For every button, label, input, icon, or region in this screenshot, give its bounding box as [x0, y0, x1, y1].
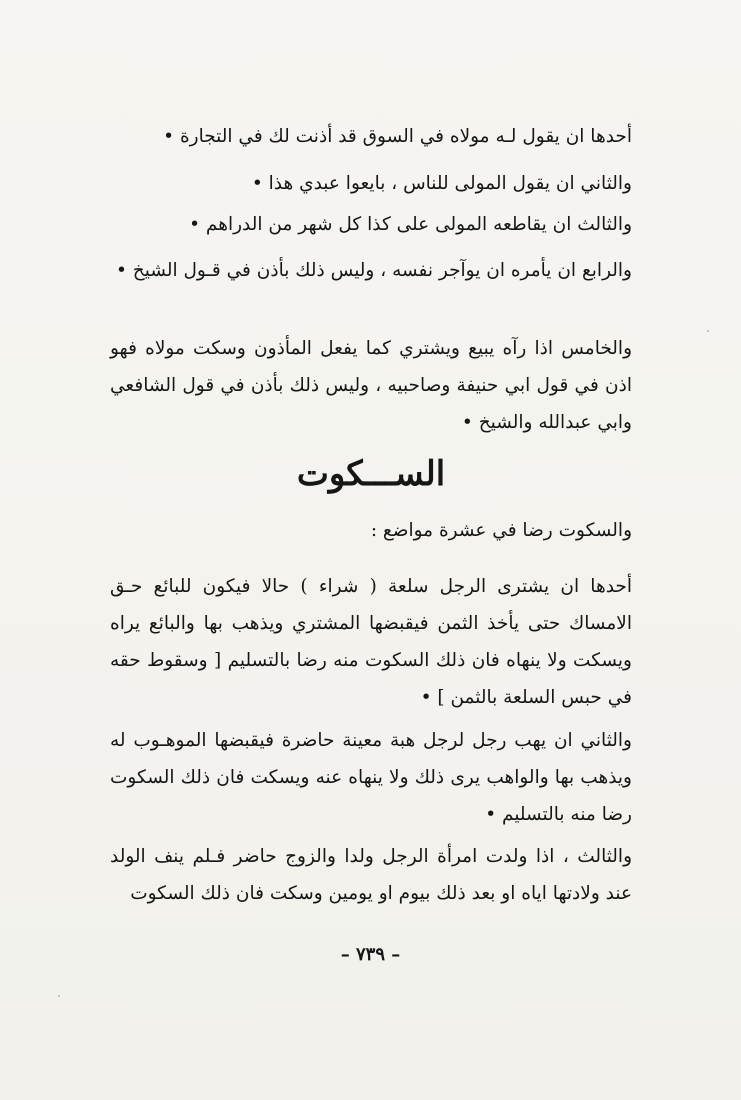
section-heading: الســـكوت: [296, 454, 446, 494]
paragraph-fifth-form: والخامس اذا رآه يبيع ويشتري كما يفعل المأذون وسكت مولاه فهو اذن في قول ابي حنيفة وصاحبيه ، وليس ذلك بأذن في قول الشافعي وابي عبدالله والشيخ •: [110, 338, 632, 433]
paragraph-silence-third: والثالث ، اذا ولدت امرأة الرجل ولدا والزوج حاضر فـلم ينف الولد عند ولادتها اياه او بعد ذلك بيوم او يومين وسكت فان ذلك السكوت: [110, 846, 632, 904]
paragraph-fourth-form: والرابع ان يأمره ان يوآجر نفسه ، وليس ذلك بأذن في قـول الشيخ •: [116, 260, 632, 281]
paragraph-third-form: والثالث ان يقاطعه المولى على كذا كل شهر من الدراهم •: [189, 214, 632, 235]
paper-speck: [707, 330, 709, 332]
paragraph-second-form: والثاني ان يقول المولى للناس ، بايعوا عبدي هذا •: [251, 173, 632, 194]
page-number: – ٧٣٩ –: [340, 944, 401, 965]
paragraph-silence-second: والثاني ان يهب رجل لرجل هبة معينة حاضرة فيقبضها الموهـوب له ويذهب بها والواهب يرى ذلك ولا ينهاه عنه ويسكت فان ذلك السكوت رضا منه بالتسليم •: [110, 730, 632, 825]
paper-speck: [58, 995, 60, 997]
paragraph-first-form: أحدها ان يقول لـه مولاه في السوق قد أذنت لك في التجارة •: [163, 126, 632, 147]
section-intro: والسكوت رضا في عشرة مواضع :: [370, 520, 632, 541]
paragraph-silence-first: أحدها ان يشترى الرجل سلعة ( شراء ) حالا فيكون للبائع حـق الامساك حتى يأخذ الثمن فيقبضها المشتري ويذهب بها والبائع يراه ويسكت ولا ينهاه فان ذلك السكوت منه رضا بالتسليم [ وسقوط حقه في حبس السلعة بالثمن ] •: [110, 576, 632, 708]
